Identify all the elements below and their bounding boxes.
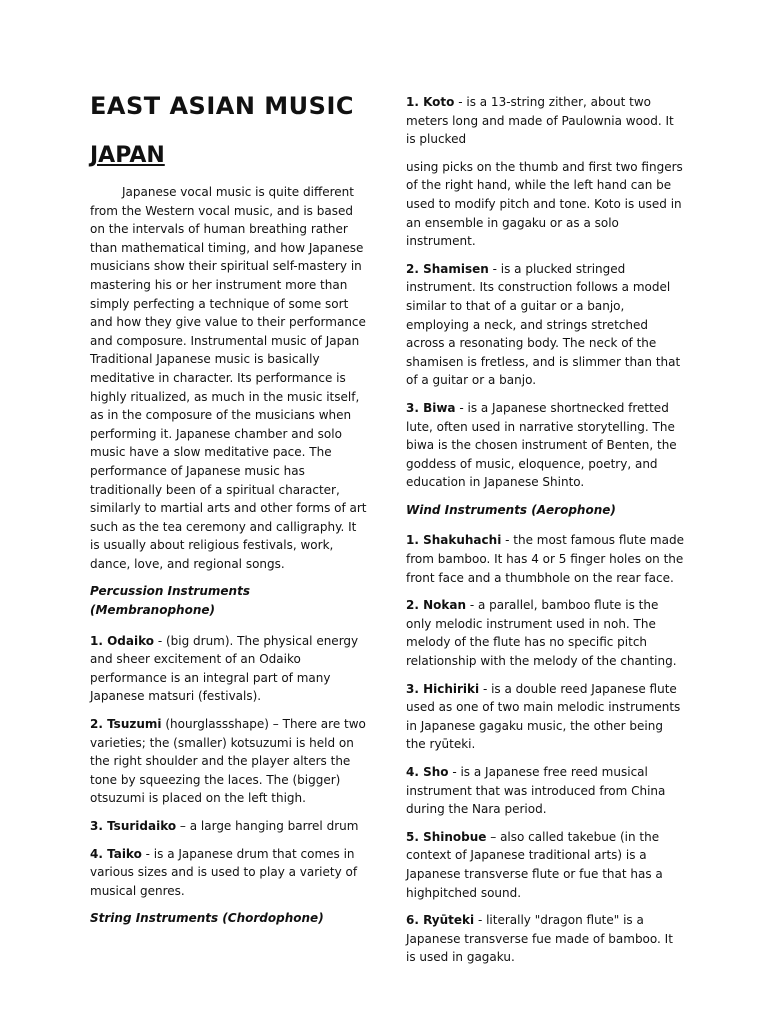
- string-item: 1. Koto - is a 13-string zither, about two meters long and made of Paulownia wood. It is plucked: [406, 95, 674, 147]
- wind-item: 5. Shinobue – also called takebue (in the context of Japanese traditional arts) is a Japanese transverse flute or fue that has a highpitched sound.: [406, 829, 663, 900]
- wind-item: 2. Nokan - a parallel, bamboo flute is the only melodic instrument used in noh. The melody of the flute has no specific pitch relationship with the melody of the chanting.: [406, 598, 677, 669]
- string-item: 2. Shamisen - is a plucked stringed instrument. Its construction follows a model similar to that of a guitar or a banjo, employing a neck, and strings stretched across a resonating body. The neck of the shamisen is fretless, and is slimmer than that of a guitar or a banjo.: [406, 261, 681, 388]
- string-item: using picks on the thumb and first two fingers of the right hand, while the left hand can be used to modify pitch and tone. Koto is used in an ensemble in gagaku or as a solo instrument.: [406, 159, 683, 249]
- percussion-item: 3. Tsuridaiko – a large hanging barrel drum: [90, 819, 359, 833]
- percussion-heading: Percussion Instruments (Membranophone): [90, 584, 250, 618]
- left-text: [90, 183, 368, 940]
- wind-item: 3. Hichiriki - is a double reed Japanese flute used as one of two main melodic instruments in Japanese gagaku music, the other being the ryūteki.: [406, 681, 681, 752]
- intro-paragraph: Japanese vocal music is quite different from the Western vocal music, and is based on the intervals of human breathing rather than mathematical timing, and how Japanese musicians show their spiritual self-mastery in mastering his or her instrument more than simply perfecting a technique of some sort and how they give value to their performance and composure. Instrumental music of Japan Traditional Japanese music is basically meditative in character. Its performance is highly ritualized, as much in the music itself, as in the composure of the musicians when performing it. Japanese chamber and solo music have a slow meditative pace. The performance of Japanese music has traditionally been of a spiritual character, similarly to martial arts and other forms of art such as the tea ceremony and calligraphy. It is usually about religious festivals, work, dance, love, and regional songs.: [90, 185, 367, 571]
- string-heading: String Instruments (Chordophone): [90, 911, 324, 926]
- right-text: [406, 93, 684, 976]
- string-item: 3. Biwa - is a Japanese shortnecked fretted lute, often used in narrative storytelling. The biwa is the chosen instrument of Benten, the goddess of music, eloquence, poetry, and education in Japanese Shinto.: [406, 400, 677, 490]
- percussion-item: 2. Tsuzumi (hourglassshape) – There are two varieties; the (smaller) kotsuzumi is held on the right shoulder and the player alters the tone by squeezing the laces. The (bigger) otsuzumi is placed on the left thigh.: [90, 717, 366, 806]
- wind-item: 4. Sho - is a Japanese free reed musical instrument that was introduced from China during the Nara period.: [406, 765, 666, 817]
- wind-heading: Wind Instruments (Aerophone): [406, 502, 616, 517]
- page-title: EAST ASIAN MUSIC: [90, 92, 354, 120]
- wind-item: 6. Ryūteki - literally "dragon flute" is a Japanese transverse fue made of bamboo. It is used in gagaku.: [406, 913, 673, 965]
- wind-item: 1. Shakuhachi - the most famous flute made from bamboo. It has 4 or 5 finger holes on the front face and a thumbhole on the rear face.: [406, 533, 684, 585]
- section-title: JAPAN: [90, 143, 165, 168]
- percussion-item: 1. Odaiko - (big drum). The physical energy and sheer excitement of an Odaiko performance is an integral part of many Japanese matsuri (festivals).: [90, 633, 359, 704]
- percussion-item: 4. Taiko - is a Japanese drum that comes in various sizes and is used to play a variety of musical genres.: [90, 846, 358, 898]
